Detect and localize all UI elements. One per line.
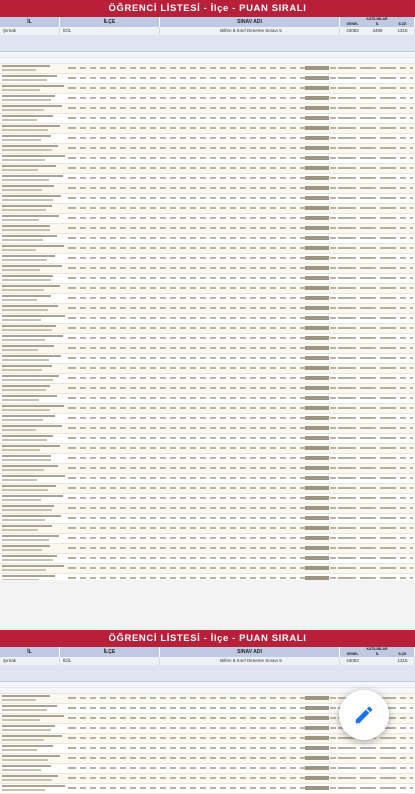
table-row: [0, 544, 415, 554]
table-row: [0, 434, 415, 444]
table-row: [0, 84, 415, 94]
katilim-ilce-label: İLÇE: [398, 22, 407, 26]
table-row: [0, 414, 415, 424]
student-rows: [0, 64, 415, 594]
sub-ilce: İDİL: [60, 657, 160, 665]
table-row: [0, 234, 415, 244]
header-il: İL: [0, 647, 60, 657]
table-row: [0, 104, 415, 114]
column-header-band: [0, 665, 415, 682]
report-subheader: [0, 27, 415, 35]
table-row: [0, 164, 415, 174]
katilim-genel-value: 43083: [346, 658, 359, 663]
table-row: [0, 424, 415, 434]
table-row: [0, 114, 415, 124]
table-row: [0, 534, 415, 544]
page-gap: [0, 580, 415, 630]
table-row: [0, 204, 415, 214]
header-il: İL: [0, 17, 60, 27]
table-row: [0, 224, 415, 234]
report-header: [0, 17, 415, 27]
table-row: [0, 304, 415, 314]
table-row: [0, 94, 415, 104]
table-row: [0, 524, 415, 534]
table-row: [0, 324, 415, 334]
table-row: [0, 504, 415, 514]
table-row: [0, 454, 415, 464]
katilim-il-value: [365, 657, 390, 665]
katilim-il-label: İL: [375, 22, 380, 26]
table-row: [0, 264, 415, 274]
katilim-genel-value: 43083: [346, 28, 359, 33]
katilim-il-label: İL: [375, 652, 380, 656]
table-row: [0, 384, 415, 394]
table-row: [0, 194, 415, 204]
sub-katilim-values: [340, 657, 415, 665]
edit-fab-button[interactable]: [339, 690, 389, 740]
table-row: [0, 294, 415, 304]
table-row: [0, 764, 415, 774]
header-ilce: İLÇE: [60, 647, 160, 657]
header-katilimlar: [340, 647, 415, 657]
header-sinav-adi: SINAV ADI: [160, 647, 340, 657]
table-row: [0, 354, 415, 364]
report-subheader: [0, 657, 415, 665]
table-row: [0, 144, 415, 154]
table-row: [0, 174, 415, 184]
table-row: [0, 374, 415, 384]
table-row: [0, 314, 415, 324]
header-ilce: İLÇE: [60, 17, 160, 27]
table-row: [0, 334, 415, 344]
table-row: [0, 404, 415, 414]
column-header-band: [0, 35, 415, 52]
table-row: [0, 494, 415, 504]
table-row: [0, 474, 415, 484]
katilim-genel-label: GENEL: [346, 652, 359, 656]
table-row: [0, 254, 415, 264]
katilimlar-label: KATILIMLAR: [366, 647, 388, 651]
sub-il: Şırnak: [0, 27, 60, 35]
katilim-ilce-value: 1315: [397, 28, 408, 33]
table-row: [0, 394, 415, 404]
katilimlar-label: KATILIMLAR: [366, 17, 388, 21]
table-row: [0, 564, 415, 574]
table-row: [0, 514, 415, 524]
table-row: [0, 554, 415, 564]
table-row: [0, 284, 415, 294]
table-row: [0, 244, 415, 254]
header-sinav-adi: SINAV ADI: [160, 17, 340, 27]
table-row: [0, 484, 415, 494]
sub-katilim-values: [340, 27, 415, 35]
report-title: ÖĞRENCİ LİSTESİ - İlçe - PUAN SIRALI: [0, 0, 415, 17]
table-row: [0, 74, 415, 84]
table-row: [0, 444, 415, 454]
table-row: [0, 344, 415, 354]
pencil-edit-icon: [353, 704, 375, 726]
table-row: [0, 364, 415, 374]
report-title: ÖĞRENCİ LİSTESİ - İlçe - PUAN SIRALI: [0, 630, 415, 647]
table-row: [0, 274, 415, 284]
table-row: [0, 214, 415, 224]
sub-sinav: Bilfen 8.Sınıf Deneme Sınavı 5: [160, 657, 340, 665]
table-row: [0, 784, 415, 794]
report-header: [0, 647, 415, 657]
table-row: [0, 774, 415, 784]
katilim-ilce-label: İLÇE: [398, 652, 407, 656]
table-row: [0, 154, 415, 164]
sub-il: Şırnak: [0, 657, 60, 665]
table-row: [0, 744, 415, 754]
katilim-genel-label: GENEL: [346, 22, 359, 26]
sub-ilce: İDİL: [60, 27, 160, 35]
katilim-ilce-value: 1315: [397, 658, 408, 663]
table-row: [0, 184, 415, 194]
table-row: [0, 754, 415, 764]
header-katilimlar: [340, 17, 415, 27]
table-row: [0, 134, 415, 144]
katilim-il-value: 3489: [372, 28, 383, 33]
table-row: [0, 464, 415, 474]
table-row: [0, 64, 415, 74]
sub-sinav: Bilfen 8.Sınıf Deneme Sınavı 5: [160, 27, 340, 35]
table-row: [0, 124, 415, 134]
